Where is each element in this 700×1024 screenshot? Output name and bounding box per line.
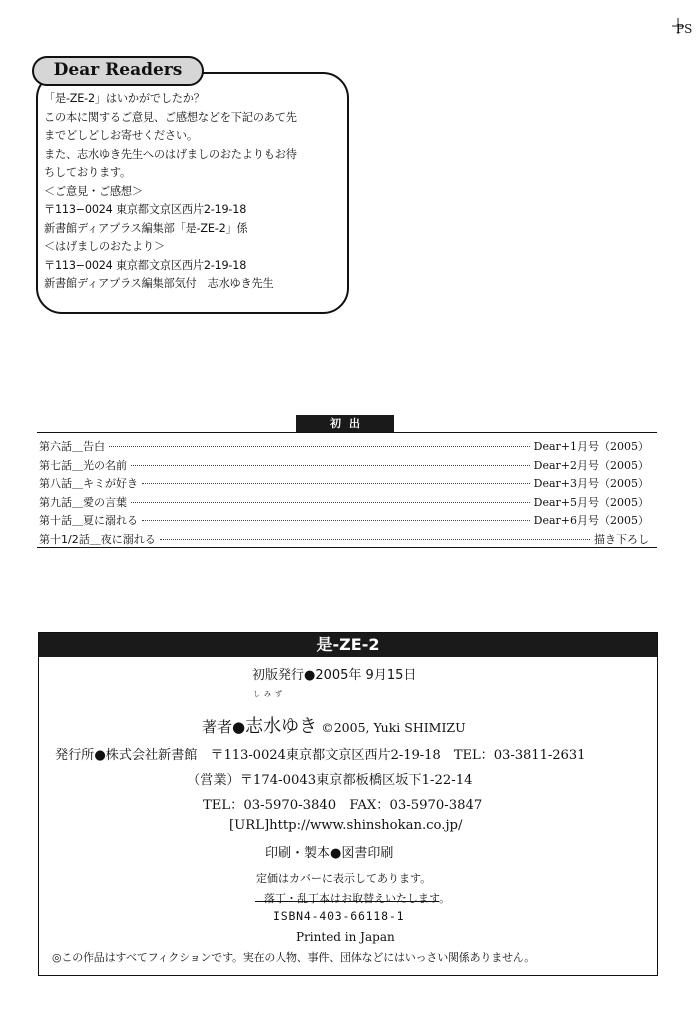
fiction-disclaimer: ◎この作品はすべてフィクションです。実在の人物、事件、団体などにはいっさい関係ありません。 [52, 951, 536, 964]
episode-row [39, 457, 649, 476]
dear-readers-title: Dear Readers [32, 56, 204, 86]
episode-row [39, 475, 649, 494]
dear-readers-line: 「是-ZE-2」はいかがでしたか？ [44, 92, 205, 105]
episode-source: Dear+2月号（2005） [533, 458, 649, 472]
episode-title: 第十1/2話＿夜に溺れる [39, 532, 156, 546]
episode-source: 描き下ろし [594, 532, 649, 546]
episode-row [39, 438, 649, 457]
printing-info: 印刷・製本●図書印刷 [265, 846, 394, 861]
divider [37, 547, 657, 548]
first-appearance-header: 初出 [296, 415, 394, 432]
episode-source: Dear+3月号（2005） [533, 477, 649, 490]
dear-readers-line: 〒113−0024 東京都文京区西片2-19-18 [44, 203, 247, 216]
episode-title: 第十話＿夏に溺れる [39, 514, 138, 527]
dear-readers-text [44, 90, 344, 294]
episode-row [39, 512, 649, 531]
corner-mark-label: PS [676, 22, 693, 36]
isbn: ISBN4-403-66118-1 [273, 909, 405, 923]
corner-logo-mark [672, 18, 696, 42]
episode-source: Dear+1月号（2005） [533, 440, 649, 453]
author-label: 著者● [202, 718, 246, 736]
episode-list [39, 438, 649, 549]
episode-source: Dear+6月号（2005） [533, 514, 649, 527]
episode-source: Dear+5月号（2005） [533, 495, 649, 509]
dear-readers-line: ちしております。 [44, 166, 132, 179]
first-edition-date: 初版発行●2005年 9月15日 [252, 668, 417, 683]
dear-readers-line: 〒113−0024 東京都文京区西片2-19-18 [44, 258, 247, 272]
divider [255, 901, 439, 902]
exchange-note: 落丁・乱丁本はお取替えいたします。 [264, 892, 451, 905]
website-url: [URL]http://www.shinshokan.co.jp/ [229, 818, 463, 833]
dear-readers-line: また、志水ゆき先生へのはげましのおたよりもお待 [44, 147, 297, 161]
dot-leader [142, 520, 530, 521]
dot-leader [109, 446, 530, 447]
author-ruby: しみず [253, 690, 286, 698]
book-title: 是-ZE-2 [39, 633, 657, 657]
dear-readers-line: までどしどしお寄せください。 [44, 129, 198, 142]
dear-readers-line: ＜はげましのおたより＞ [44, 240, 165, 253]
author-name: 志水ゆき [245, 716, 318, 737]
publisher-line: 発行所●株式会社新書館 〒113-0024東京都文京区西片2-19-18 TEL：03-3811-2631 [55, 748, 586, 763]
dot-leader [160, 539, 590, 540]
episode-title: 第七話＿光の名前 [39, 458, 127, 472]
author-line [202, 712, 466, 738]
printed-in: Printed in Japan [296, 930, 395, 944]
dot-leader [131, 502, 530, 503]
sales-address: （営業）〒174-0043東京都板橋区坂下1-22-14 [187, 773, 473, 788]
dear-readers-line: 新書館ディアプラス編集部「是-ZE-2」係 [44, 221, 248, 235]
episode-row [39, 494, 649, 513]
episode-title: 第九話＿愛の言葉 [39, 495, 127, 509]
dot-leader [131, 465, 530, 466]
dear-readers-line: 新書館ディアプラス編集部気付 志水ゆき先生 [44, 277, 274, 290]
dot-leader [142, 483, 530, 484]
sales-tel-fax: TEL：03-5970-3840 FAX：03-5970-3847 [203, 798, 483, 813]
dear-readers-line: ＜ご意見・ご感想＞ [44, 184, 143, 198]
episode-title: 第八話＿キミが好き [39, 477, 138, 490]
price-note: 定価はカバーに表示してあります。 [256, 872, 432, 885]
episode-title: 第六話＿告白 [39, 440, 105, 453]
dear-readers-line: この本に関するご意見、ご感想などを下記のあて先 [44, 110, 297, 124]
copyright: ©2005, Yuki SHIMIZU [321, 720, 466, 735]
divider [37, 432, 657, 433]
